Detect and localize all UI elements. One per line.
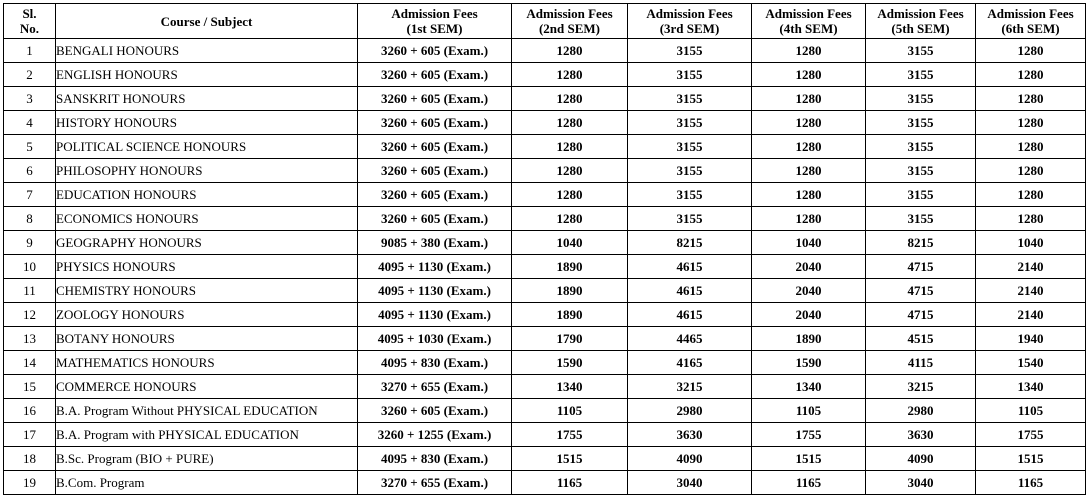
course-cell: POLITICAL SCIENCE HONOURS xyxy=(56,135,358,159)
sem2-fee-cell: 1790 xyxy=(512,327,628,351)
sl-no-cell: 6 xyxy=(4,159,56,183)
sem6-fee-cell: 1540 xyxy=(976,351,1086,375)
sl-no-cell: 1 xyxy=(4,39,56,63)
sem1-fee-cell: 3260 + 605 (Exam.) xyxy=(358,111,512,135)
table-row xyxy=(4,399,1086,423)
sem3-fee-cell: 3155 xyxy=(628,63,752,87)
sem3-fee-cell: 3155 xyxy=(628,207,752,231)
sem3-fee-cell: 4615 xyxy=(628,255,752,279)
sl-no-cell: 7 xyxy=(4,183,56,207)
sem5-fee-cell: 4090 xyxy=(866,447,976,471)
sl-no-cell: 8 xyxy=(4,207,56,231)
table-row xyxy=(4,255,1086,279)
sem3-fee-cell: 3155 xyxy=(628,87,752,111)
sem3-fee-cell: 4615 xyxy=(628,303,752,327)
course-cell: B.Com. Program xyxy=(56,471,358,495)
table-row xyxy=(4,63,1086,87)
sem2-fee-cell: 1755 xyxy=(512,423,628,447)
table-row xyxy=(4,279,1086,303)
sem1-fee-cell: 4095 + 830 (Exam.) xyxy=(358,351,512,375)
sem6-fee-cell: 1165 xyxy=(976,471,1086,495)
sem4-fee-cell: 2040 xyxy=(752,303,866,327)
sem1-fee-cell: 4095 + 830 (Exam.) xyxy=(358,447,512,471)
course-cell: B.A. Program Without PHYSICAL EDUCATION xyxy=(56,399,358,423)
sem2-fee-cell: 1105 xyxy=(512,399,628,423)
sem3-fee-cell: 4615 xyxy=(628,279,752,303)
table-row xyxy=(4,207,1086,231)
sem5-fee-cell: 3155 xyxy=(866,39,976,63)
sl-no-cell: 3 xyxy=(4,87,56,111)
sem4-fee-cell: 1280 xyxy=(752,207,866,231)
sem1-fee-cell: 4095 + 1130 (Exam.) xyxy=(358,303,512,327)
sem5-fee-cell: 4715 xyxy=(866,303,976,327)
sem2-fee-cell: 1280 xyxy=(512,207,628,231)
sem1-fee-cell: 3260 + 605 (Exam.) xyxy=(358,207,512,231)
sem2-fee-cell: 1280 xyxy=(512,63,628,87)
sl-no-cell: 15 xyxy=(4,375,56,399)
course-cell: ENGLISH HONOURS xyxy=(56,63,358,87)
sem6-fee-cell: 1280 xyxy=(976,63,1086,87)
course-cell: MATHEMATICS HONOURS xyxy=(56,351,358,375)
sl-no-cell: 9 xyxy=(4,231,56,255)
sem6-fee-cell: 2140 xyxy=(976,279,1086,303)
table-row xyxy=(4,231,1086,255)
sem4-fee-cell: 1280 xyxy=(752,183,866,207)
sem6-fee-cell: 1940 xyxy=(976,327,1086,351)
sl-no-cell: 4 xyxy=(4,111,56,135)
sem2-fee-cell: 1280 xyxy=(512,39,628,63)
course-cell: PHYSICS HONOURS xyxy=(56,255,358,279)
table-header xyxy=(4,4,1086,39)
course-cell: B.Sc. Program (BIO + PURE) xyxy=(56,447,358,471)
sem3-fee-cell: 4165 xyxy=(628,351,752,375)
table-row xyxy=(4,423,1086,447)
course-cell: ECONOMICS HONOURS xyxy=(56,207,358,231)
table-row xyxy=(4,183,1086,207)
sem4-fee-cell: 2040 xyxy=(752,255,866,279)
sem4-fee-cell: 1590 xyxy=(752,351,866,375)
table-row xyxy=(4,375,1086,399)
sem1-fee-cell: 4095 + 1130 (Exam.) xyxy=(358,279,512,303)
sl-no-cell: 2 xyxy=(4,63,56,87)
sem2-fee-cell: 1280 xyxy=(512,135,628,159)
sem2-fee-cell: 1280 xyxy=(512,111,628,135)
sem2-fee-cell: 1590 xyxy=(512,351,628,375)
course-cell: BENGALI HONOURS xyxy=(56,39,358,63)
sem5-fee-cell: 4715 xyxy=(866,279,976,303)
sem2-fee-cell: 1340 xyxy=(512,375,628,399)
header-sem4: Admission Fees (4th SEM) xyxy=(752,4,866,39)
table-row xyxy=(4,39,1086,63)
course-cell: ZOOLOGY HONOURS xyxy=(56,303,358,327)
sl-no-cell: 12 xyxy=(4,303,56,327)
sem2-fee-cell: 1165 xyxy=(512,471,628,495)
sem6-fee-cell: 1280 xyxy=(976,159,1086,183)
course-cell: SANSKRIT HONOURS xyxy=(56,87,358,111)
header-sem1: Admission Fees (1st SEM) xyxy=(358,4,512,39)
sem2-fee-cell: 1890 xyxy=(512,279,628,303)
sem3-fee-cell: 3215 xyxy=(628,375,752,399)
table-row xyxy=(4,327,1086,351)
sl-no-cell: 10 xyxy=(4,255,56,279)
sem5-fee-cell: 3155 xyxy=(866,159,976,183)
sem3-fee-cell: 8215 xyxy=(628,231,752,255)
table-row xyxy=(4,471,1086,495)
sem1-fee-cell: 3260 + 605 (Exam.) xyxy=(358,399,512,423)
sem3-fee-cell: 2980 xyxy=(628,399,752,423)
sem6-fee-cell: 1280 xyxy=(976,135,1086,159)
sem1-fee-cell: 3260 + 605 (Exam.) xyxy=(358,39,512,63)
table-body xyxy=(4,39,1086,495)
sem6-fee-cell: 2140 xyxy=(976,303,1086,327)
sem5-fee-cell: 3155 xyxy=(866,87,976,111)
sem5-fee-cell: 4515 xyxy=(866,327,976,351)
sem1-fee-cell: 3260 + 605 (Exam.) xyxy=(358,63,512,87)
header-row xyxy=(4,4,1086,39)
course-cell: GEOGRAPHY HONOURS xyxy=(56,231,358,255)
sem5-fee-cell: 3040 xyxy=(866,471,976,495)
sl-no-cell: 19 xyxy=(4,471,56,495)
sem4-fee-cell: 1280 xyxy=(752,39,866,63)
sem4-fee-cell: 1280 xyxy=(752,159,866,183)
sem5-fee-cell: 3155 xyxy=(866,183,976,207)
course-cell: PHILOSOPHY HONOURS xyxy=(56,159,358,183)
admission-fees-table xyxy=(3,3,1086,495)
sem1-fee-cell: 3260 + 1255 (Exam.) xyxy=(358,423,512,447)
sem5-fee-cell: 4715 xyxy=(866,255,976,279)
header-sl-no: Sl. No. xyxy=(4,4,56,39)
sem1-fee-cell: 4095 + 1130 (Exam.) xyxy=(358,255,512,279)
course-cell: EDUCATION HONOURS xyxy=(56,183,358,207)
sem4-fee-cell: 1280 xyxy=(752,63,866,87)
sem5-fee-cell: 3155 xyxy=(866,111,976,135)
sem1-fee-cell: 4095 + 1030 (Exam.) xyxy=(358,327,512,351)
sem4-fee-cell: 1280 xyxy=(752,111,866,135)
table-row xyxy=(4,159,1086,183)
sem6-fee-cell: 2140 xyxy=(976,255,1086,279)
table-row xyxy=(4,111,1086,135)
sem1-fee-cell: 3260 + 605 (Exam.) xyxy=(358,135,512,159)
header-sem2: Admission Fees (2nd SEM) xyxy=(512,4,628,39)
sem3-fee-cell: 4465 xyxy=(628,327,752,351)
table-row xyxy=(4,87,1086,111)
sem4-fee-cell: 1040 xyxy=(752,231,866,255)
sem3-fee-cell: 3630 xyxy=(628,423,752,447)
header-course: Course / Subject xyxy=(56,4,358,39)
sem6-fee-cell: 1755 xyxy=(976,423,1086,447)
sem2-fee-cell: 1280 xyxy=(512,159,628,183)
sem1-fee-cell: 3260 + 605 (Exam.) xyxy=(358,159,512,183)
course-cell: HISTORY HONOURS xyxy=(56,111,358,135)
sl-no-cell: 5 xyxy=(4,135,56,159)
sem5-fee-cell: 8215 xyxy=(866,231,976,255)
course-cell: CHEMISTRY HONOURS xyxy=(56,279,358,303)
sem3-fee-cell: 3155 xyxy=(628,183,752,207)
sem4-fee-cell: 1280 xyxy=(752,87,866,111)
sem2-fee-cell: 1280 xyxy=(512,87,628,111)
sem2-fee-cell: 1040 xyxy=(512,231,628,255)
sl-no-cell: 17 xyxy=(4,423,56,447)
course-cell: COMMERCE HONOURS xyxy=(56,375,358,399)
sem2-fee-cell: 1280 xyxy=(512,183,628,207)
sem5-fee-cell: 3630 xyxy=(866,423,976,447)
sem4-fee-cell: 1105 xyxy=(752,399,866,423)
sem6-fee-cell: 1105 xyxy=(976,399,1086,423)
sem5-fee-cell: 2980 xyxy=(866,399,976,423)
sem3-fee-cell: 3155 xyxy=(628,135,752,159)
header-sem5: Admission Fees (5th SEM) xyxy=(866,4,976,39)
sem6-fee-cell: 1340 xyxy=(976,375,1086,399)
sem4-fee-cell: 1890 xyxy=(752,327,866,351)
sl-no-cell: 13 xyxy=(4,327,56,351)
sem6-fee-cell: 1280 xyxy=(976,39,1086,63)
header-sem6: Admission Fees (6th SEM) xyxy=(976,4,1086,39)
sem6-fee-cell: 1280 xyxy=(976,111,1086,135)
sem5-fee-cell: 3155 xyxy=(866,135,976,159)
sem5-fee-cell: 4115 xyxy=(866,351,976,375)
sem3-fee-cell: 3040 xyxy=(628,471,752,495)
sem3-fee-cell: 3155 xyxy=(628,159,752,183)
sem3-fee-cell: 3155 xyxy=(628,111,752,135)
sem5-fee-cell: 3155 xyxy=(866,63,976,87)
sem4-fee-cell: 1165 xyxy=(752,471,866,495)
course-cell: BOTANY HONOURS xyxy=(56,327,358,351)
table-row xyxy=(4,447,1086,471)
sem4-fee-cell: 2040 xyxy=(752,279,866,303)
sem2-fee-cell: 1515 xyxy=(512,447,628,471)
sem5-fee-cell: 3215 xyxy=(866,375,976,399)
table-row xyxy=(4,135,1086,159)
sl-no-cell: 16 xyxy=(4,399,56,423)
table-row xyxy=(4,351,1086,375)
sem3-fee-cell: 3155 xyxy=(628,39,752,63)
sem6-fee-cell: 1280 xyxy=(976,207,1086,231)
sem1-fee-cell: 9085 + 380 (Exam.) xyxy=(358,231,512,255)
sem1-fee-cell: 3270 + 655 (Exam.) xyxy=(358,471,512,495)
sem3-fee-cell: 4090 xyxy=(628,447,752,471)
sem4-fee-cell: 1755 xyxy=(752,423,866,447)
sem6-fee-cell: 1515 xyxy=(976,447,1086,471)
header-sem3: Admission Fees (3rd SEM) xyxy=(628,4,752,39)
sem1-fee-cell: 3270 + 655 (Exam.) xyxy=(358,375,512,399)
sem2-fee-cell: 1890 xyxy=(512,303,628,327)
sem4-fee-cell: 1515 xyxy=(752,447,866,471)
sl-no-cell: 18 xyxy=(4,447,56,471)
sem1-fee-cell: 3260 + 605 (Exam.) xyxy=(358,87,512,111)
sl-no-cell: 14 xyxy=(4,351,56,375)
sem6-fee-cell: 1280 xyxy=(976,183,1086,207)
sl-no-cell: 11 xyxy=(4,279,56,303)
sem5-fee-cell: 3155 xyxy=(866,207,976,231)
sem6-fee-cell: 1040 xyxy=(976,231,1086,255)
sem4-fee-cell: 1280 xyxy=(752,135,866,159)
sem4-fee-cell: 1340 xyxy=(752,375,866,399)
table-row xyxy=(4,303,1086,327)
sem2-fee-cell: 1890 xyxy=(512,255,628,279)
course-cell: B.A. Program with PHYSICAL EDUCATION xyxy=(56,423,358,447)
sem1-fee-cell: 3260 + 605 (Exam.) xyxy=(358,183,512,207)
sem6-fee-cell: 1280 xyxy=(976,87,1086,111)
